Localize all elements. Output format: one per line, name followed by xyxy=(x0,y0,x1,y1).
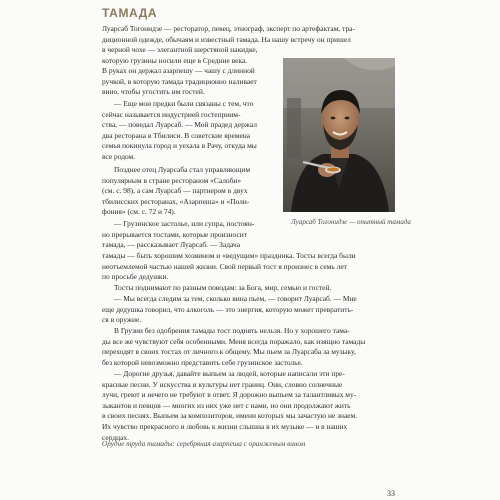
paragraph-supra-continued xyxy=(102,251,397,283)
paragraph-ancestors xyxy=(102,99,278,163)
intro-paragraph xyxy=(102,24,397,45)
text-line: В Грузии без одобрения тамады тост поднять нельзя. Но у хорошего тама- xyxy=(114,326,350,335)
text-line: — Мы всегда следим за тем, сколько вина пьем, — говорит Луарсаб. — Мне xyxy=(114,294,357,303)
text-line: два ресторана в Тбилиси. В советские времена xyxy=(102,130,251,140)
paragraph-friends xyxy=(102,369,397,443)
text-line: в черной чохе — элегантной шерстяной накидке, xyxy=(102,45,258,54)
text-line: все родом. xyxy=(102,151,136,161)
text-line: — Дорогие друзья, давайте выпьем за людей, которые написали эти пре- xyxy=(114,369,345,378)
text-line: ручкой, в которую тамада традиционно наливает xyxy=(102,76,257,86)
bottom-caption: Орудие труда тамады: серебряная азарпеша с оранжевым вином xyxy=(102,440,306,448)
text-line: — Грузинское застолье, или супра, постоян- xyxy=(114,219,255,228)
text-line: семья покинула город и уехала в Рачу, откуда мы xyxy=(102,141,257,151)
text-line: ды все же чувствуют себя особенными. Меня всегда поражало, как изящно тамады xyxy=(102,336,366,346)
text-line: сердцах. xyxy=(102,432,129,442)
paragraph-wine xyxy=(102,294,397,326)
text-line: фония» (см. с. 72 и 74). xyxy=(102,207,176,217)
text-line: Луарсаб Тогонидзе — ресторатор, певец, этнограф, эксперт по артефактам, тра- xyxy=(102,24,355,33)
text-line: ся в оружие. xyxy=(102,315,142,325)
text-line: Позднее отец Луарсаба стал управляющим xyxy=(114,165,251,174)
text-line: в своих песнях. Выпьем за композиторов, имени которых мы зачастую не знаем. xyxy=(102,411,358,421)
text-line: неотъемлемой частью нашей жизни. Свой первый тост я произнес в семь лет xyxy=(102,261,347,271)
text-line: Тосты поднимают по разным поводам: за Бога, мир, семью и гостей. xyxy=(114,283,332,292)
text-line: без которой невозможно представить себе грузинское застолье. xyxy=(102,357,303,367)
text-line: вино, чтобы угостить им гостей. xyxy=(102,87,205,97)
text-line: — Еще мои предки были связаны с тем, что xyxy=(114,99,254,108)
paragraph-father xyxy=(102,165,278,218)
intro-paragraph-continued xyxy=(102,45,278,98)
text-line: Их чувство прекрасного и любовь к жизни слышна в их музыке — и в наших xyxy=(102,421,348,431)
text-line: переходят в своих тостах от личного к общему. Мы пьем за Луарсаба за музыку, xyxy=(102,347,356,357)
paragraph-supra xyxy=(102,219,278,251)
text-line: ства, — поведал Луарсаб. — Мой прадед держал xyxy=(102,120,258,130)
text-line: сейчас называется индустрией гостеприим- xyxy=(102,109,241,119)
text-line: (см. с. 98), а сам Луарсаб — партнером в двух xyxy=(102,186,248,196)
photo-caption: Луарсаб Тогонидзе — опытный тамада xyxy=(291,218,411,226)
page-number: 33 xyxy=(387,489,395,498)
text-line: тамады — быть хорошим хозяином и «ведущим» праздника. Тосты всегда были xyxy=(102,251,356,260)
paragraph-georgia xyxy=(102,326,397,368)
tamada-portrait-image xyxy=(283,58,395,212)
text-line: тбилисских ресторанах, «Азарпеша» и «Поли- xyxy=(102,196,250,206)
text-line: диционной одежде, обычаям и известный тамада. На нашу встречу он пришел xyxy=(102,34,351,44)
text-line: лучи, греют и нечего не требуют в ответ. Я дорожно выпьем за талантливых му- xyxy=(102,390,357,400)
text-line: еще дедушка говорил, что алкоголь — это энергия, которую может превратить- xyxy=(102,304,354,314)
text-line: но прерывается тостами, которые произносит xyxy=(102,229,247,239)
page-heading: ТАМАДА xyxy=(102,6,158,20)
text-line: тамада, — рассказывает Луарсаб. — Задача xyxy=(102,240,241,250)
text-line: по просьбе дедушки. xyxy=(102,272,169,282)
text-line: красные песни. У искусства и культуры нет границ. Они, словно солнечные xyxy=(102,379,343,389)
text-line: которую грузины носили еще в Средние века. xyxy=(102,55,248,65)
text-line: популярным в стране рестораном «Салоби» xyxy=(102,175,242,185)
text-line: В руках он держал азарпешу — чашу с длинной xyxy=(102,66,255,76)
tamada-photo xyxy=(283,58,395,212)
paragraph-toasts xyxy=(102,283,397,294)
text-line: зыкантов и певцов — многих из них уже нет с нами, но они продолжают жить xyxy=(102,400,351,410)
